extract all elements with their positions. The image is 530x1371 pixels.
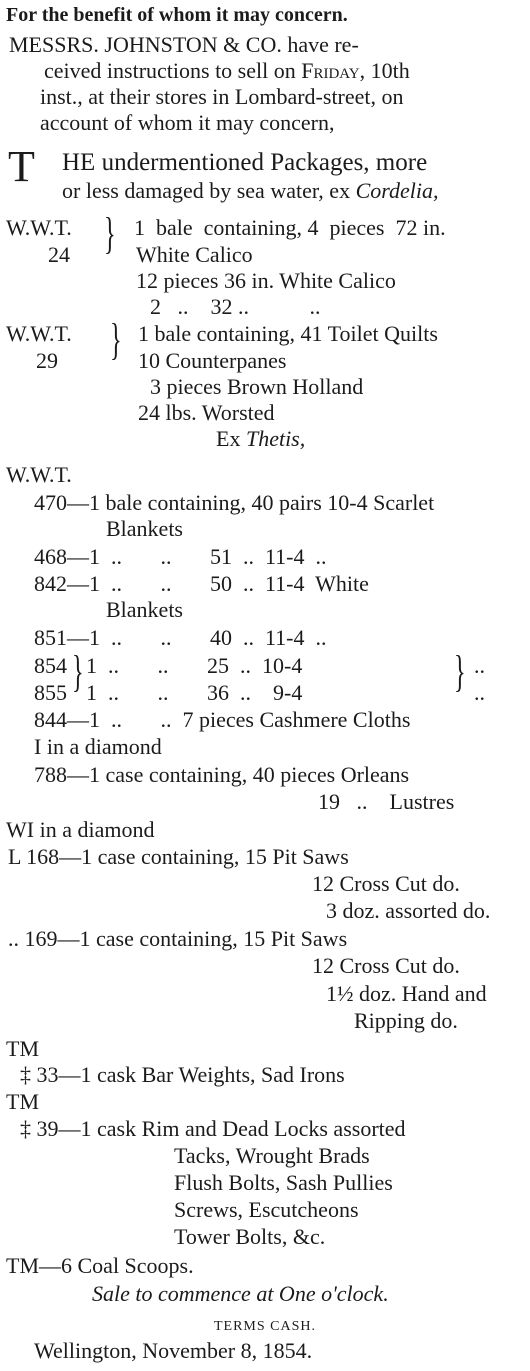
lot-line: Tacks, Wrought Brads [174,1143,370,1168]
diamond-mark-i: I in a diamond [34,734,162,759]
ship-name: Cordelia, [355,178,439,203]
lot-line: 12 Cross Cut do. [312,953,460,978]
intro-line-1: MESSRS. JOHNSTON & CO. have re- [9,32,359,57]
intro-line-3: inst., at their stores in Lombard-street, on [40,84,404,109]
lot-line: Flush Bolts, Sash Pullies [174,1170,393,1195]
lot-line: 3 doz. assorted do. [326,898,491,923]
lot-line: 1 .. .. 36 .. 9-4 [86,680,303,705]
sale-time: Sale to commence at One o'clock. [92,1281,389,1306]
lot-line: 12 pieces 36 in. White Calico [136,268,396,293]
lot-line: ‡ 39—1 cask Rim and Dead Locks assorted [20,1116,406,1141]
terms: TERMS CASH. [213,1319,317,1334]
lot-line: TM—6 Coal Scoops. [6,1253,194,1278]
lot-line: 24 lbs. Worsted [138,400,275,425]
date-line: Wellington, November 8, 1854. [34,1338,313,1363]
lot-line: 12 Cross Cut do. [312,871,460,896]
lot-line: L 168—1 case containing, 15 Pit Saws [8,844,349,869]
thetis-line: Ex Thetis, [216,426,306,451]
lot-line: 1 bale containing, 41 Toilet Quilts [138,321,438,346]
mark-num-29: 29 [36,348,58,373]
lot-line: 844—1 .. .. 7 pieces Cashmere Cloths [34,707,411,732]
lot-line: 3 pieces Brown Holland [150,374,364,399]
lot-line: 851—1 .. .. 40 .. 11-4 .. [34,625,327,650]
lot-line: 2 .. 32 .. .. [150,294,321,319]
lot-line: 468—1 .. .. 51 .. 11-4 .. [34,544,327,569]
lead-line-1: HE undermentioned Packages, more [62,149,428,176]
lot-line: Ripping do. [354,1008,458,1033]
mark-wwt-24: W.W.T. [6,215,72,240]
intro-line-4: account of whom it may concern, [40,110,335,135]
brace: } [104,209,116,258]
drop-cap: T [8,142,35,191]
lot-line: 1½ doz. Hand and [326,981,487,1006]
lot-line: Screws, Escutcheons [174,1197,359,1222]
lot-line: 10 Counterpanes [138,348,287,373]
sale-day: Friday, [301,58,366,83]
lot-line: 1 .. .. 25 .. 10-4 [86,653,303,678]
brace: } [110,315,122,364]
lot-num: 855 [34,680,67,705]
lot-line: .. 169—1 case containing, 15 Pit Saws [8,926,348,951]
lot-num: 854 [34,653,67,678]
brace: } [454,647,466,696]
lot-line: 1 bale containing, 4 pieces 72 in. [134,215,446,240]
lot-line: .. [474,653,485,678]
lot-line: 842—1 .. .. 50 .. 11-4 White [34,571,369,596]
lot-line: Blankets [106,516,183,541]
lot-line: 470—1 bale containing, 40 pairs 10-4 Scarlet [34,490,435,515]
lot-line: 19 .. Lustres [318,789,455,814]
lot-line: White Calico [136,242,253,267]
mark-tm: TM [6,1036,39,1061]
mark-tm: TM [6,1089,39,1114]
brace: } [72,647,84,696]
lot-line: ‡ 33—1 cask Bar Weights, Sad Irons [20,1062,345,1087]
mark-wwt: W.W.T. [6,462,72,487]
mark-num-24: 24 [48,242,70,267]
lead-line-2: or less damaged by sea water, ex Cordelia, [62,178,439,203]
diamond-mark-wi: WI in a diamond [6,817,155,842]
lot-line: .. [474,680,485,705]
lot-line: Blankets [106,597,183,622]
notice-header: For the benefit of whom it may concern. [6,4,348,26]
lot-line: Tower Bolts, &c. [174,1224,326,1249]
mark-wwt-29: W.W.T. [6,321,72,346]
lot-line: 788—1 case containing, 40 pieces Orleans [34,762,410,787]
intro-line-2: ceived instructions to sell on Friday, 10th [44,58,410,83]
